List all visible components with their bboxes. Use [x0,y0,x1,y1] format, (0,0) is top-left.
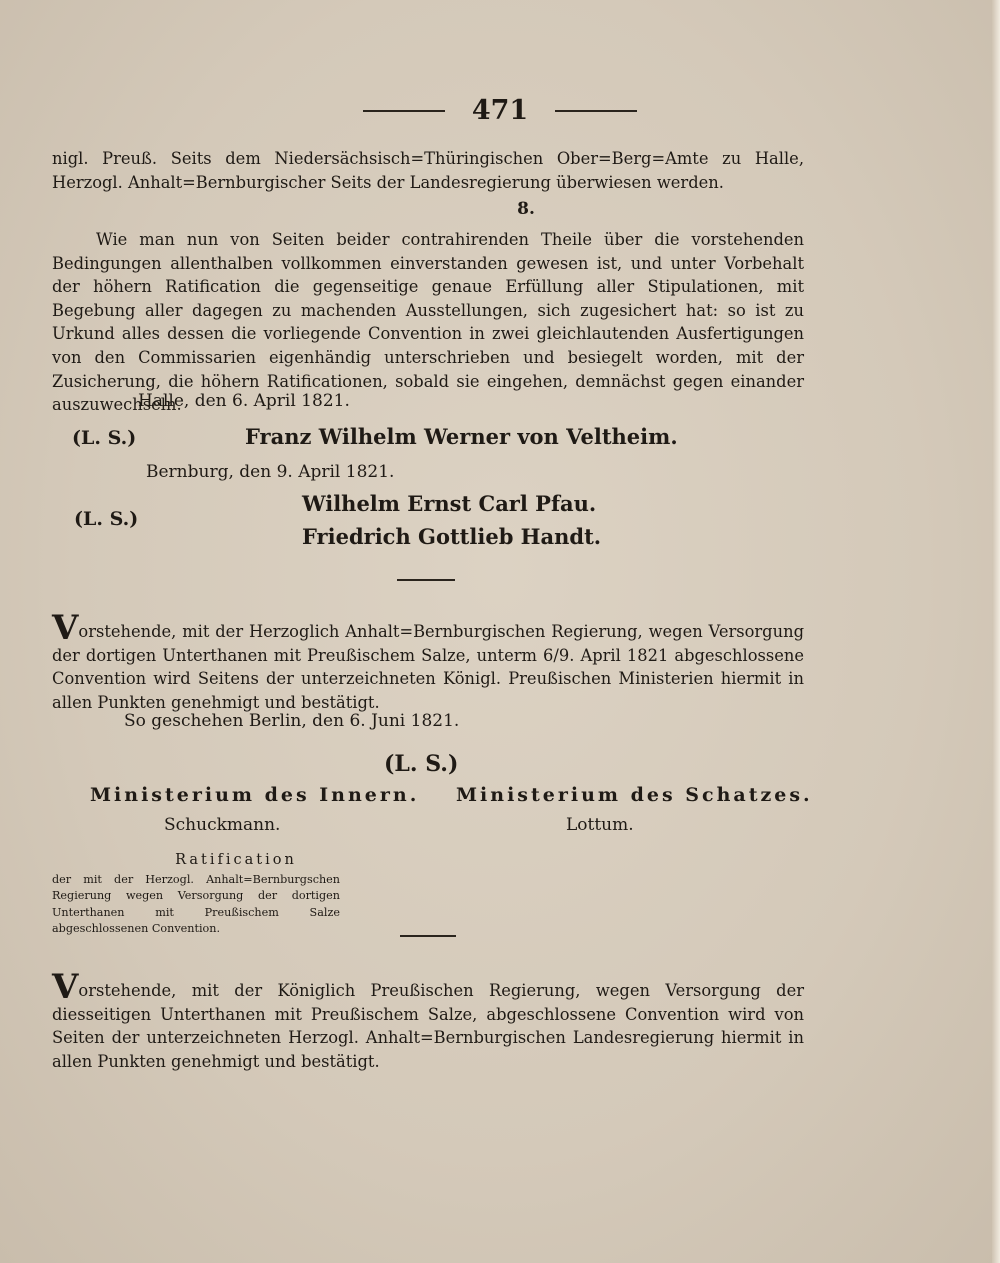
top-paragraph-block [52,147,804,194]
signer-left: Schuckmann. [164,815,281,835]
approval1-block [52,608,804,714]
signer-right: Lottum. [566,815,634,835]
ratification-text: der mit der Herzogl. Anhalt=Bernburgschen Regierung wegen Versorgung der dortigen Unterthanen mit Preußischem Salze abgeschlossenen Convention. [52,872,340,935]
top-paragraph: nigl. Preuß. Seits dem Niedersächsisch=Thüringischen Ober=Berg=Amte zu Halle, Herzogl. Anhalt=Bernburgischer Seits der Landesregierung überwiesen werden. [52,149,804,192]
signing1-seal: (L. S.) [72,427,137,449]
separator-1 [397,579,455,581]
section-number: 8. [517,199,535,219]
approval1-text: orstehende, mit der Herzoglich Anhalt=Bernburgischen Regierung, wegen Versorgung der dortigen Unterthanen mit Preußischem Salze, unterm 6/9. April 1821 abgeschlossene Convention wird Seitens der unterzeichneten Königl. Preußischen Ministerien hiermit in allen Punkten genehmigt und bestätigt. [52,622,804,712]
ratification-title: Ratification [175,852,297,868]
page-number: 471 [471,95,529,126]
signing2-place-date: Bernburg, den 9. April 1821. [146,462,395,482]
header-rule-left [363,110,445,112]
ministry-left: Ministerium des Innern. [90,784,420,806]
signing1-signatory: Franz Wilhelm Werner von Veltheim. [245,424,678,449]
approval1-seal: (L. S.) [384,751,459,777]
page-header [0,95,1000,126]
signing2-seal: (L. S.) [74,508,139,530]
separator-2 [400,935,456,937]
approval2-dropcap: V [52,967,79,1007]
header-rule-right [555,110,637,112]
approval1-dropcap: V [52,608,79,648]
section-paragraph-block [52,228,804,417]
approval2-text: orstehende, mit der Königlich Preußischen Regierung, wegen Versorgung der diesseitigen Unterthanen mit Preußischem Salze, abgeschlossene Convention wird von Seiten der unterzeichneten Herzogl. Anhalt=Bernburgischen Landesregierung hiermit in allen Punkten genehmigt und bestätigt. [52,981,804,1071]
approval1-place-date: So geschehen Berlin, den 6. Juni 1821. [124,711,460,731]
signing2-signatory2: Friedrich Gottlieb Handt. [302,524,602,549]
signing1-place-date: Halle, den 6. April 1821. [138,391,350,411]
page-edge [992,0,1000,1263]
ministry-right: Ministerium des Schatzes. [456,784,813,806]
ratification-note [52,852,340,938]
approval2-block [52,967,804,1073]
section-paragraph: Wie man nun von Seiten beider contrahirenden Theile über die vorstehenden Bedingungen allenthalben vollkommen einverstanden gewesen ist, und unter Vorbehalt der höhern Ratification die gegenseitige genaue Erfüllung aller Stipulationen, mit Begebung aller dagegen zu machenden Ausstellungen, sich zugesichert hat: so ist zu Urkund alles dessen die vorliegende Convention in zwei gleichlautenden Ausfertigungen von den Commissarien eigenhändig unterschrieben und besiegelt worden, mit der Zusicherung, die höhern Ratificationen, sobald sie eingehen, demnächst gegen einander auszuwechseln. [52,230,804,415]
signing2-signatory1: Wilhelm Ernst Carl Pfau. [302,491,597,516]
